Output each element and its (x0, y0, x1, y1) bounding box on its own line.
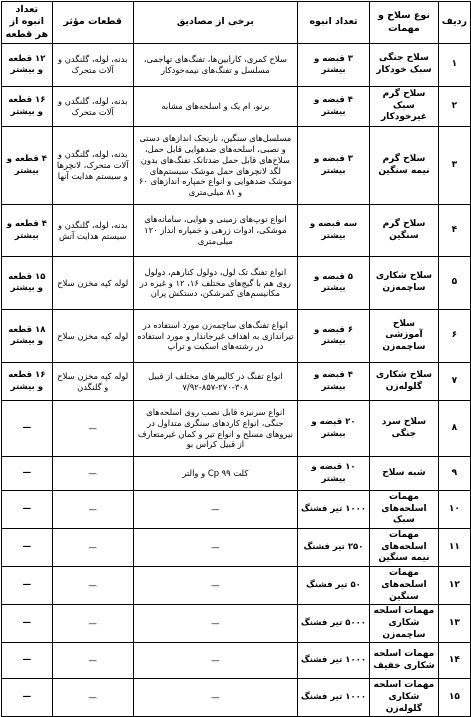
table-row (2, 567, 471, 605)
parts-quantity: — (2, 605, 53, 643)
examples: برنو، ام یک و اسلحه‌های مشابه (133, 87, 297, 127)
examples: انواع تفنگ در کالیبرهای مختلف از قبیل ۳۰۸-۲۷۰-۸۵۷-۷/۹۲ (133, 363, 297, 401)
row-number: ۱۳ (438, 605, 470, 643)
effective-parts: — (52, 401, 133, 457)
examples: انواع سرنیزه قابل نصب روی اسلحه‌های جنگی، انواع کاردهای سنگری متداول در نیروهای مسلح و انواع تیر و کمان غیرمتعارف از قبیل کراس بو (133, 401, 297, 457)
table-row (2, 529, 471, 567)
examples: انواع تفنگ تک لول، دولول کنارهم، دولول روی هم با گیج‌های مختلف ۱۶، ۱۲ و غیره در مکانیسم‌های کمرشکن، دستکش پران (133, 257, 297, 310)
header-examples: برخی از مصادیق (133, 2, 297, 44)
parts-quantity: — (2, 643, 53, 679)
bulk-quantity: ۵۰۰۰ تیر فشنگ (297, 605, 369, 643)
examples: — (133, 491, 297, 529)
effective-parts: — (52, 457, 133, 491)
parts-quantity: ۴ قطعه و بیشتر (2, 127, 53, 205)
row-number: ۳ (438, 127, 470, 205)
bulk-quantity: ۴ قبضه و بیشتر (297, 87, 369, 127)
weapon-type: مهمات اسلحه شکاری خفیف (370, 643, 439, 679)
table-row (2, 310, 471, 363)
row-number: ۱ (438, 44, 470, 87)
examples: مسلسل‌های سنگین، نارنجک اندازهای دستی و نصبی، اسلحه‌های ضدهوایی قابل حمل، سلاح‌های قابل حمل ضدتانک تفنگ‌های بدون لگد لانچرهای حمل موشک سیستم‌های موشک ضدهوایی و انواع خمپاره اندازهای ۶۰ و ۸۱ میلی‌متری (133, 127, 297, 205)
row-number: ۱۰ (438, 491, 470, 529)
table-row (2, 679, 471, 717)
weapon-type: سلاح شکاری گلوله‌زن (370, 363, 439, 401)
row-number: ۱۱ (438, 529, 470, 567)
row-number: ۹ (438, 457, 470, 491)
bulk-quantity: ۱۰۰۰ تیر فشنگ (297, 679, 369, 717)
weapons-table (1, 1, 471, 717)
parts-quantity: — (2, 679, 53, 717)
parts-quantity: — (2, 529, 53, 567)
bulk-quantity: ۲۵۰ تیر فشنگ (297, 529, 369, 567)
bulk-quantity: ۲۰ قبضه و بیشتر (297, 401, 369, 457)
table-row (2, 87, 471, 127)
row-number: ۱۴ (438, 643, 470, 679)
parts-quantity: ۱۵ قطعه و بیشتر (2, 257, 53, 310)
header-type: نوع سلاح و مهمات (370, 2, 439, 44)
bulk-quantity: ۳ قبضه و بیشتر (297, 44, 369, 87)
table-row (2, 401, 471, 457)
weapon-type: مهمات اسلحه‌های سبک (370, 491, 439, 529)
effective-parts: — (52, 529, 133, 567)
bulk-quantity: ۳ قبضه و بیشتر (297, 127, 369, 205)
parts-quantity: — (2, 567, 53, 605)
effective-parts: بدنه، لوله، گلنگدن و آلات متحرک (52, 87, 133, 127)
parts-quantity: ۱۸ قطعه و بیشتر (2, 310, 53, 363)
parts-quantity: ۱۶ قطعه و بیشتر (2, 363, 53, 401)
table-row (2, 643, 471, 679)
bulk-quantity: ۶ قبضه و بیشتر (297, 310, 369, 363)
table-row (2, 605, 471, 643)
table-row (2, 257, 471, 310)
bulk-quantity: ۱۰۰۰ تیر فشنگ (297, 491, 369, 529)
examples: انواع توپ‌های زمینی و هوایی، سامانه‌های موشکی، ادوات زرهی و خمپاره انداز ۱۲۰ میلی‌متری (133, 205, 297, 257)
effective-parts: — (52, 643, 133, 679)
effective-parts: لوله کپه مخزن سلاح (52, 257, 133, 310)
row-number: ۴ (438, 205, 470, 257)
weapon-type: سلاح گرم سنگین (370, 205, 439, 257)
weapon-type: مهمات اسلحه‌های نیمه سنگین (370, 529, 439, 567)
table-row (2, 363, 471, 401)
bulk-quantity: ۱۰۰۰ تیر فشنگ (297, 643, 369, 679)
parts-quantity: — (2, 401, 53, 457)
effective-parts: بدنه، لوله، گلنگدن و سیستم هدایت آتش (52, 205, 133, 257)
examples: سلاح کمری، کارابین‌ها، تفنگ‌های تهاجمی، مسلسل و تفنگ‌های نیمه‌خودکار (133, 44, 297, 87)
table-row (2, 457, 471, 491)
row-number: ۱۵ (438, 679, 470, 717)
header-row-number: ردیف (438, 2, 470, 44)
bulk-quantity: ۵ قبضه و بیشتر (297, 257, 369, 310)
examples: — (133, 605, 297, 643)
examples: — (133, 567, 297, 605)
examples: — (133, 679, 297, 717)
weapon-type: سلاح جنگی سبک خودکار (370, 44, 439, 87)
weapon-type: سلاح گرم نیمه سنگین (370, 127, 439, 205)
parts-quantity: — (2, 457, 53, 491)
row-number: ۶ (438, 310, 470, 363)
header-row (2, 2, 471, 44)
row-number: ۵ (438, 257, 470, 310)
weapon-type: سلاح آموزشی ساچمه‌زن (370, 310, 439, 363)
row-number: ۸ (438, 401, 470, 457)
header-quantity: تعداد انبوه (297, 2, 369, 44)
effective-parts: — (52, 679, 133, 717)
effective-parts: — (52, 491, 133, 529)
row-number: ۲ (438, 87, 470, 127)
weapon-type: مهمات اسلحه شکاری گلوله‌زن (370, 679, 439, 717)
effective-parts: بدنه، لوله، گلنگدن و آلات متحرک، لانچرها و سیستم هدایت آنها (52, 127, 133, 205)
examples: انواع تفنگ‌های ساچمه‌زن مورد استفاده در تیراندازی به اهداف غیرجاندار و مورد استفاده در رشته‌های اسکیت و تراپ (133, 310, 297, 363)
header-parts: قطعات مؤثر (52, 2, 133, 44)
weapon-type: مهمات اسلحه‌های سنگین (370, 567, 439, 605)
row-number: ۷ (438, 363, 470, 401)
bulk-quantity: ۱۰ قبضه و بیشتر (297, 457, 369, 491)
effective-parts: — (52, 605, 133, 643)
row-number: ۱۲ (438, 567, 470, 605)
effective-parts: لوله کپه مخزن سلاح (52, 310, 133, 363)
examples: — (133, 529, 297, 567)
parts-quantity: ۱۲ قطعه و بیشتر (2, 44, 53, 87)
bulk-quantity: ۵۰ تیر فشنگ (297, 567, 369, 605)
effective-parts: بدنه، لوله، گلنگدن و آلات متحرک (52, 44, 133, 87)
weapon-type: مهمات اسلحه شکاری ساچمه‌زن (370, 605, 439, 643)
parts-quantity: ۱۶ قطعه و بیشتر (2, 87, 53, 127)
weapon-type: سلاح گرم سبک غیرخودکار (370, 87, 439, 127)
weapon-type: شبه سلاح (370, 457, 439, 491)
table-row (2, 44, 471, 87)
parts-quantity: — (2, 491, 53, 529)
effective-parts: — (52, 567, 133, 605)
examples: کلت Cp ۹۹ و والتر (133, 457, 297, 491)
effective-parts: لوله کپه مخزن سلاح و گلنگدن (52, 363, 133, 401)
table-row (2, 491, 471, 529)
table-row (2, 127, 471, 205)
table-row (2, 205, 471, 257)
parts-quantity: ۴ قطعه و بیشتر (2, 205, 53, 257)
weapon-type: سلاح شکاری ساچمه‌زن (370, 257, 439, 310)
examples: — (133, 643, 297, 679)
header-parts-quantity: تعداد انبوه از هر قطعه (2, 2, 53, 44)
bulk-quantity: سه قبضه و بیشتر (297, 205, 369, 257)
weapon-type: سلاح سرد جنگی (370, 401, 439, 457)
bulk-quantity: ۴ قبضه و بیشتر (297, 363, 369, 401)
